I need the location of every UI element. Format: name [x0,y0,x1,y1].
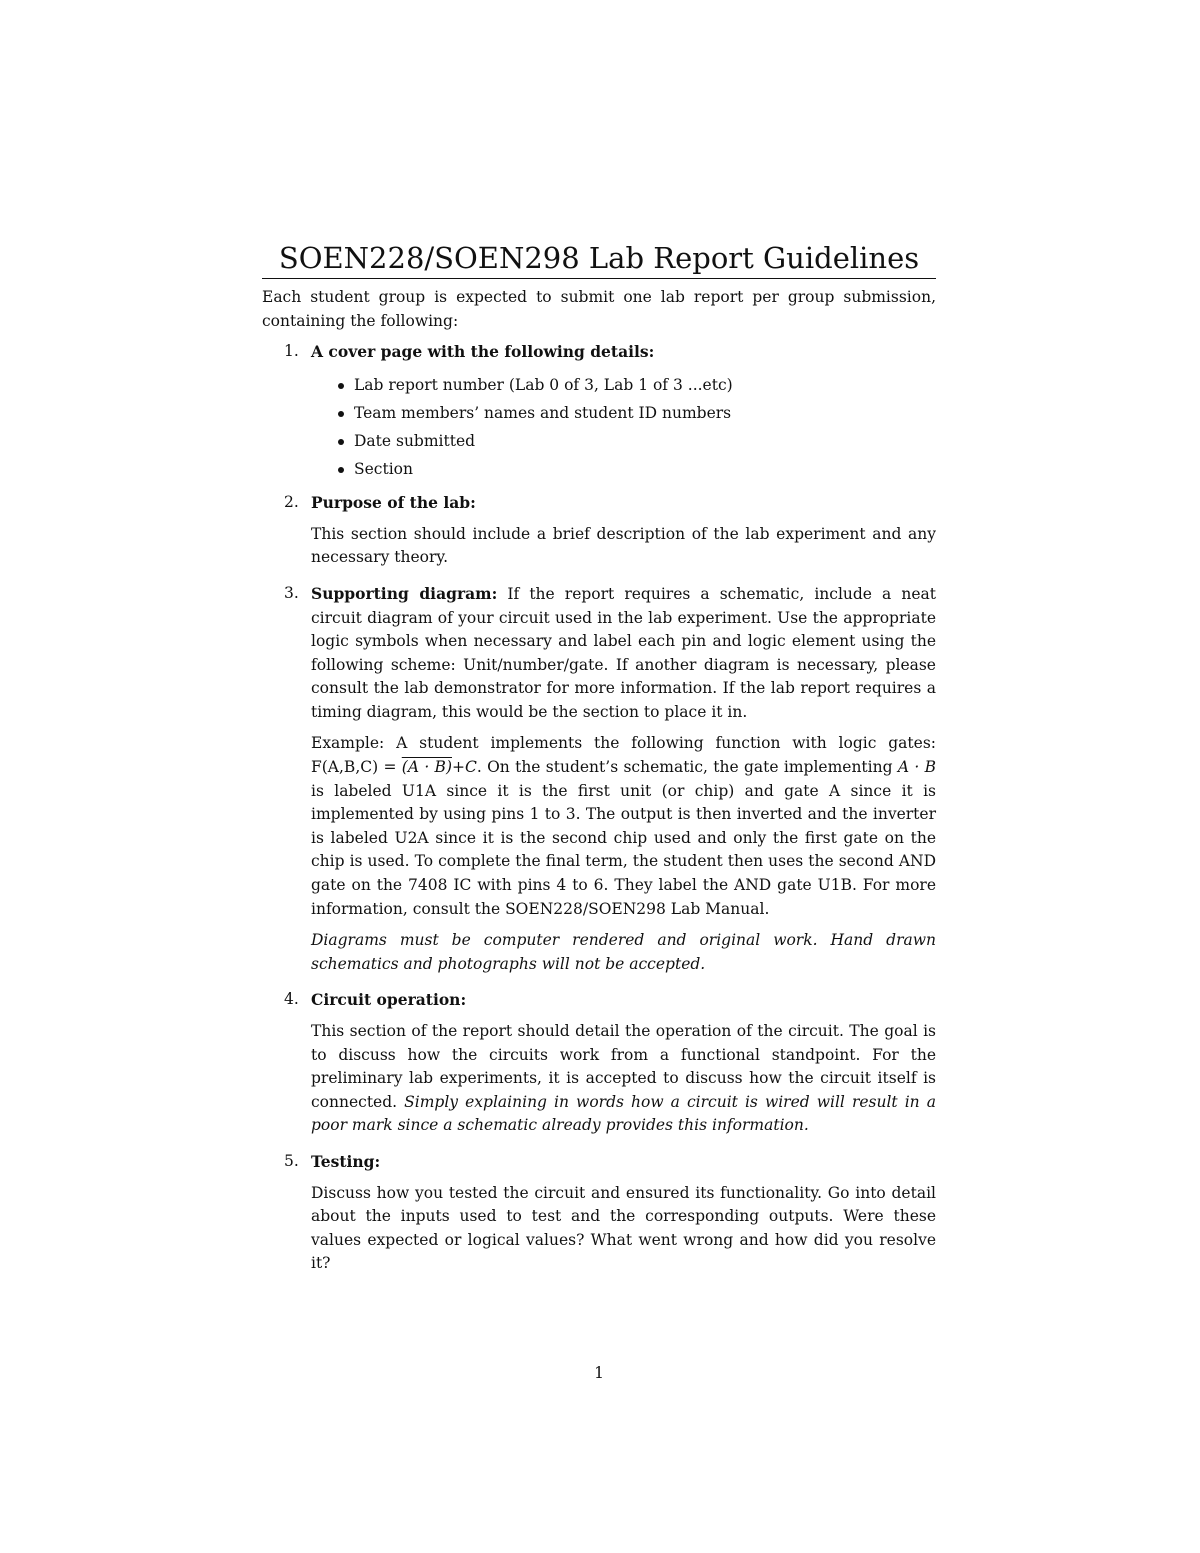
title-rule [262,278,936,279]
bullet-icon [338,467,344,473]
guidelines-list [262,340,936,1276]
intro-paragraph: Each student group is expected to submit one lab report per group submission, containing the following: [262,288,936,330]
item-heading-purpose: Purpose of the lab: [311,493,476,513]
bullet-text: Lab report number (Lab 0 of 3, Lab 1 of 3 ...etc) [354,375,733,394]
bullet-text: Date submitted [354,431,476,450]
example-expression-ab: A · B [897,758,936,777]
diagram-note: Diagrams must be computer rendered and original work. Hand drawn schematics and photographs will not be accepted. [311,931,936,973]
bullet-icon [338,411,344,417]
example-mid: . On the student’s schematic, the gate implementing [476,758,898,777]
bullet-text: Section [354,459,413,478]
bullet-item [311,430,936,454]
bullet-item [311,458,936,482]
example-paragraph [311,732,936,921]
item-number: 1. [284,342,299,360]
page-number: 1 [594,1364,604,1382]
bullet-item [311,374,936,398]
item-heading-circuit-operation: Circuit operation: [311,990,467,1010]
circuit-operation-text: This section of the report should detail the operation of the circuit. The goal is to discuss how the circuits work from a functional standpoint. For the preliminary lab experiments, it is accepted to discuss how the circuit itself is connected. [311,1022,936,1111]
document-title: SOEN228/SOEN298 Lab Report Guidelines [278,241,920,275]
example-rest: is labeled U1A since it is the first unit (or chip) and gate A since it is implemented by using pins 1 to 3. The output is then inverted and the inverter is labeled U2A since it is the second chip used and only the first gate on the chip is used. To complete the final term, the student then uses the second AND gate on the 7408 IC with pins 4 to 6. They label the AND gate U1B. For more information, consult the SOEN228/SOEN298 Lab Manual. [311,781,936,918]
testing-paragraph: Discuss how you tested the circuit and ensured its functionality. Go into detail about the inputs used to test and the corresponding outputs. Were these values expected or logical values? What went wrong and how did you resolve it? [311,1183,936,1273]
item-number: 2. [284,493,299,512]
item-heading-supporting-diagram: Supporting diagram: [311,583,498,603]
example-expression-overlined: (A · B) [401,758,452,777]
bullet-text: Team members’ names and student ID numbers [354,403,732,422]
circuit-operation-italic: Simply explaining in words how a circuit is wired will result in a poor mark since a schematic already provides this information. [311,1092,936,1135]
cover-page-details [311,374,936,482]
item-number: 4. [284,990,299,1009]
list-item-circuit-operation [262,988,936,1138]
example-expression-tail: +C [452,758,477,777]
bullet-icon [338,439,344,445]
circuit-operation-paragraph [311,1020,936,1138]
example-lead: Example: A student implements the following function with logic gates: F(A,B,C) = [311,734,936,777]
list-item-cover-page [262,340,936,481]
item-heading-cover-page: A cover page with the following details: [311,342,655,361]
purpose-paragraph: This section should include a brief description of the lab experiment and any necessary theory. [311,524,936,567]
list-item-testing [262,1150,936,1276]
bullet-item [311,402,936,426]
supporting-diagram-text: If the report requires a schematic, include a neat circuit diagram of your circuit used in the lab experiment. Use the appropriate logic symbols when necessary and label each pin and logic element using the following scheme: Unit/number/gate. If another diagram is necessary, please consult the lab demonstrator for more information. If the lab report requires a timing diagram, this would be the section to place it in. [311,584,937,721]
list-item-purpose [262,491,936,570]
supporting-diagram-paragraph [311,582,936,725]
item-heading-testing: Testing: [311,1151,381,1171]
bullet-icon [338,383,344,389]
list-item-supporting-diagram [262,582,936,977]
item-number: 5. [284,1151,299,1170]
item-number: 3. [284,583,299,602]
